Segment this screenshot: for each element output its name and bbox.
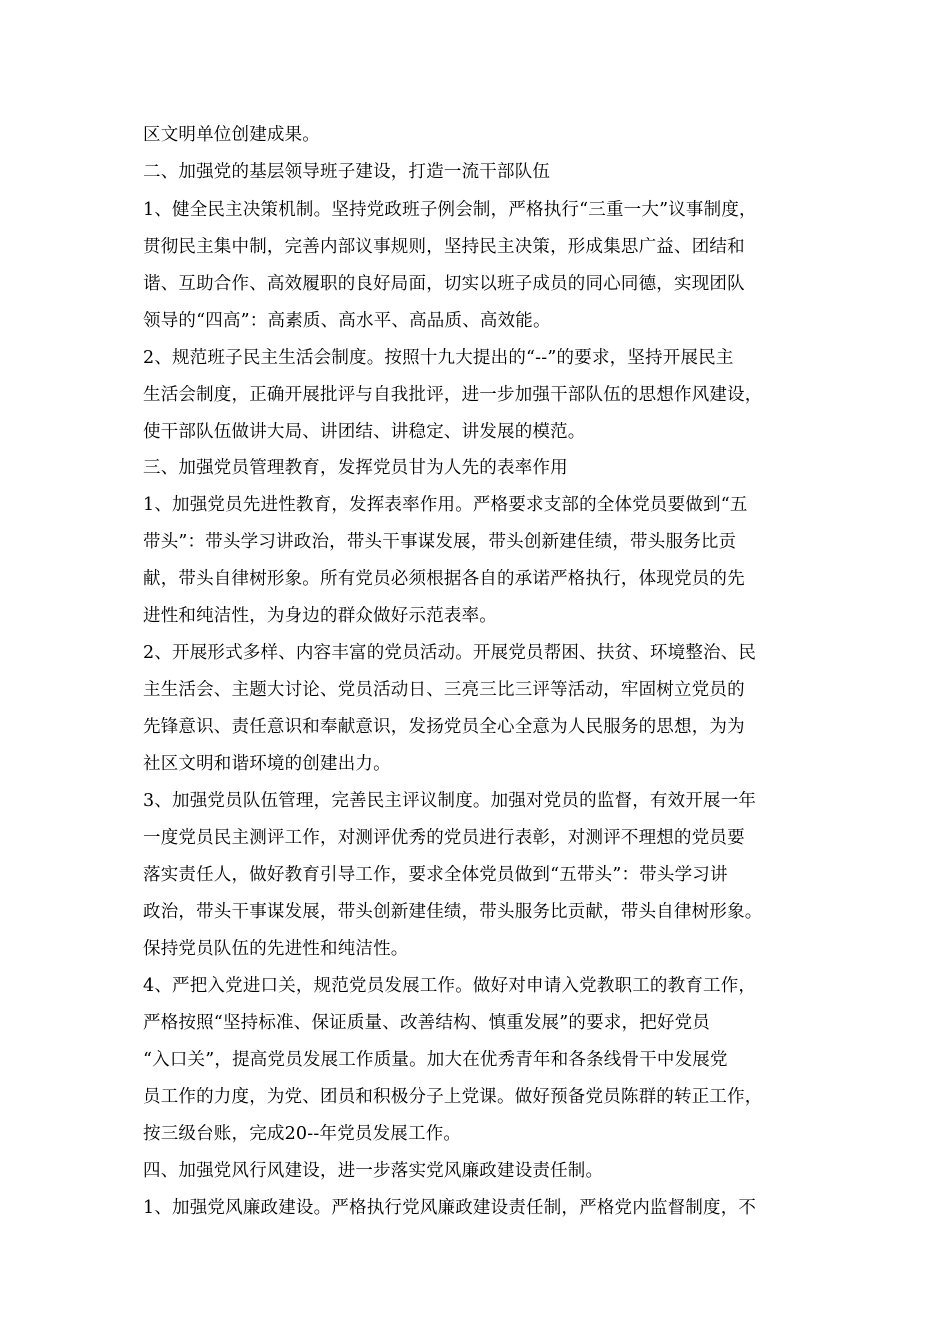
text-line: 带头”：带头学习讲政治，带头干事谋发展，带头创新建佳绩，带头服务比贡 [143, 532, 737, 552]
text-line: 保持党员队伍的先进性和纯洁性。 [143, 939, 409, 959]
text-line: 一度党员民主测评工作，对测评优秀的党员进行表彰，对测评不理想的党员要 [143, 828, 745, 848]
section-heading: 二、加强党的基层领导班子建设，打造一流干部队伍 [143, 162, 551, 182]
section-heading: 三、加强党员管理教育，发挥党员甘为人先的表率作用 [143, 458, 568, 478]
text-line: 先锋意识、责任意识和奉献意识，发扬党员全心全意为人民服务的思想，为为 [143, 717, 745, 737]
text-line: 贯彻民主集中制，完善内部议事规则，坚持民主决策，形成集思广益、团结和 [143, 237, 745, 257]
text-line: 1、加强党风廉政建设。严格执行党风廉政建设责任制，严格党内监督制度，不 [143, 1198, 757, 1218]
text-line: 员工作的力度，为党、团员和积极分子上党课。做好预备党员陈群的转正工作， [143, 1087, 763, 1107]
text-line: “入口关”，提高党员发展工作质量。加大在优秀青年和各条线骨干中发展党 [143, 1050, 728, 1070]
text-line: 主生活会、主题大讨论、党员活动日、三亮三比三评等活动，牢固树立党员的 [143, 680, 745, 700]
text-line: 生活会制度，正确开展批评与自我批评，进一步加强干部队伍的思想作风建设， [143, 385, 763, 405]
text-line: 落实责任人，做好教育引导工作，要求全体党员做到“五带头”：带头学习讲 [143, 865, 728, 885]
text-line: 进性和纯洁性，为身边的群众做好示范表率。 [143, 606, 497, 626]
text-line: 献，带头自律树形象。所有党员必须根据各自的承诺严格执行，体现党员的先 [143, 569, 745, 589]
section-heading: 四、加强党风行风建设，进一步落实党风廉政建设责任制。 [143, 1161, 604, 1181]
text-line: 2、开展形式多样、内容丰富的党员活动。开展党员帮困、扶贫、环境整治、民 [143, 643, 757, 663]
text-line: 谐、互助合作、高效履职的良好局面，切实以班子成员的同心同德，实现团队 [143, 274, 745, 294]
text-line: 社区文明和谐环境的创建出力。 [143, 754, 391, 774]
text-line: 1、健全民主决策机制。坚持党政班子例会制，严格执行“三重一大”议事制度， [143, 200, 757, 220]
text-line: 2、规范班子民主生活会制度。按照十九大提出的“--”的要求，坚持开展民主 [143, 348, 734, 368]
text-line: 区文明单位创建成果。 [143, 125, 320, 145]
text-line: 使干部队伍做讲大局、讲团结、讲稳定、讲发展的模范。 [143, 422, 586, 442]
text-line: 按三级台账，完成20--年党员发展工作。 [143, 1124, 462, 1144]
text-line: 领导的“四高”：高素质、高水平、高品质、高效能。 [143, 311, 551, 331]
text-line: 4、严把入党进口关，规范党员发展工作。做好对申请入党教职工的教育工作， [143, 976, 757, 996]
text-line: 1、加强党员先进性教育，发挥表率作用。严格要求支部的全体党员要做到“五 [143, 495, 748, 515]
text-line: 政治，带头干事谋发展，带头创新建佳绩，带头服务比贡献，带头自律树形象。 [143, 902, 763, 922]
text-line: 严格按照“坚持标准、保证质量、改善结构、慎重发展”的要求，把好党员 [143, 1013, 710, 1033]
text-line: 3、加强党员队伍管理，完善民主评议制度。加强对党员的监督，有效开展一年 [143, 791, 757, 811]
